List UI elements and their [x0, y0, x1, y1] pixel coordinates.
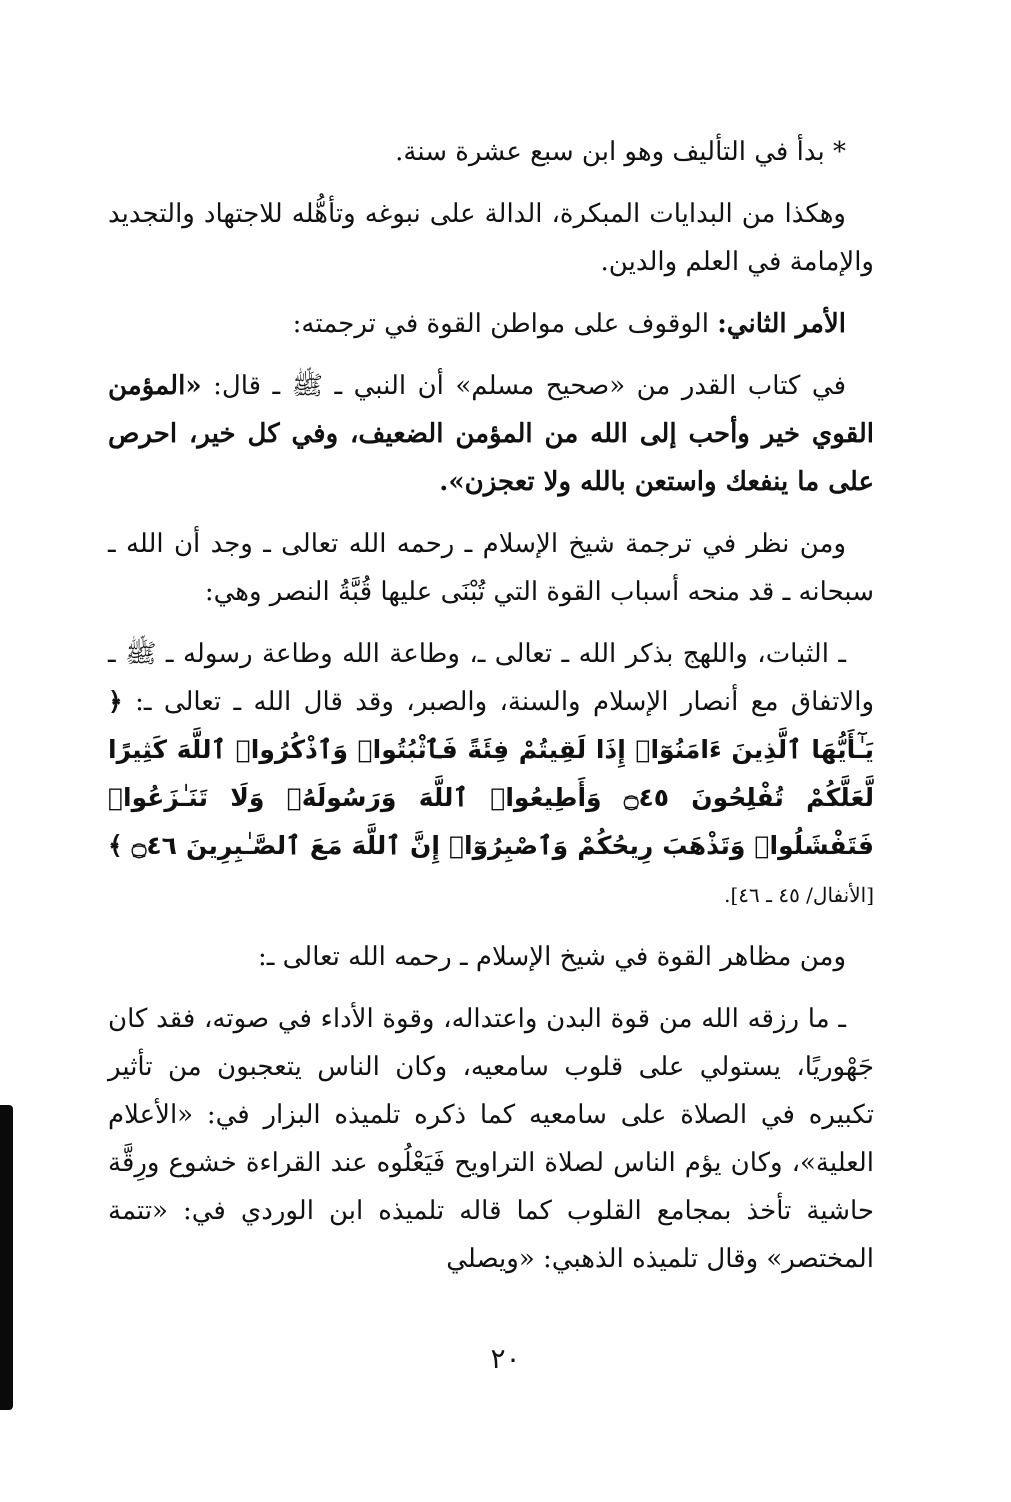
page-number: ٢٠: [490, 1342, 521, 1375]
paragraph-hadith: [108, 362, 874, 506]
text-line: ومن نظر في ترجمة شيخ الإسلام ـ رحمه الله تعالى ـ وجد أن الله ـ سبحانه ـ قد منحه أسباب القوة التي تُبْنَى عليها قُبَّةُ النصر وهي:: [108, 529, 874, 607]
hadith-quote: «المؤمن القوي خير وأحب إلى الله من المؤمن الضعيف، وفي كل خير، احرص على ما ينفعك واستعن بالله ولا تعجزن».: [108, 371, 874, 497]
text-line: وهكذا من البدايات المبكرة، الدالة على نبوغه وتأهُّله للاجتهاد والتجديد والإمامة في العلم والدين.: [108, 199, 874, 277]
verse-reference: [الأنفال/ ٤٥ ـ ٤٦].: [724, 883, 874, 907]
text-line: ـ ما رزقه الله من قوة البدن واعتداله، وقوة الأداء في صوته، فقد كان جَهْوريًا، يستولي على قلوب سامعيه، وكان الناس يتعجبون من تأثير تكبيره في الصلاة على سامعيه كما ذكره تلميذه البزار في: «الأعلام العلية»، وكان يؤم الناس لصلاة التراويح فَيَعْلُوه عند القراءة خشوع ورِقَّة حاشية تأخذ بمجامع القلوب كما قاله تلميذه ابن الوردي في: «تتمة المختصر» وقال تلميذه الذهبي: «ويصلي: [108, 1004, 874, 1274]
page-body: [108, 128, 874, 1297]
paragraph-strength: [108, 995, 874, 1283]
paragraph-reflection: [108, 520, 874, 616]
paragraph-quran: [108, 630, 874, 919]
paragraph-aspects: [108, 933, 874, 981]
text-line: * بدأ في التأليف وهو ابن سبع عشرة سنة.: [395, 137, 846, 167]
paragraph-bullet: [108, 128, 874, 176]
paragraph-summary: [108, 190, 874, 286]
heading-label: الأمر الثاني:: [717, 309, 846, 339]
text-line: ـ الثبات، واللهج بذكر الله ـ تعالى ـ، وطاعة الله وطاعة رسوله ـ ﷺ ـ والاتفاق مع أنصار الإسلام والسنة، والصبر، وقد قال الله ـ تعالى ـ:: [108, 639, 874, 717]
quran-verse: ﴿ يَـٰٓأَيُّهَا ٱلَّذِينَ ءَامَنُوٓا۟ إِذَا لَقِيتُمْ فِئَةً فَٱثْبُتُوا۟ وَٱذْكُرُوا۟ ٱللَّهَ كَثِيرًا لَّعَلَّكُمْ تُفْلِحُونَ ۝٤٥ وَأَطِيعُوا۟ ٱللَّهَ وَرَسُولَهُۥ وَلَا تَنَـٰزَعُوا۟ فَتَفْشَلُوا۟ وَتَذْهَبَ رِيحُكُمْ وَٱصْبِرُوٓا۟ إِنَّ ٱللَّهَ مَعَ ٱلصَّـٰبِرِينَ ۝٤٦ ﴾: [108, 687, 875, 860]
hadith-intro: في كتاب القدر من «صحيح مسلم» أن النبي ـ ﷺ ـ قال:: [213, 371, 846, 401]
text-line: ومن مظاهر القوة في شيخ الإسلام ـ رحمه الله تعالى ـ:: [257, 942, 846, 972]
paragraph-heading: [108, 300, 874, 348]
heading-text: الوقوف على مواطن القوة في ترجمته:: [292, 309, 709, 339]
